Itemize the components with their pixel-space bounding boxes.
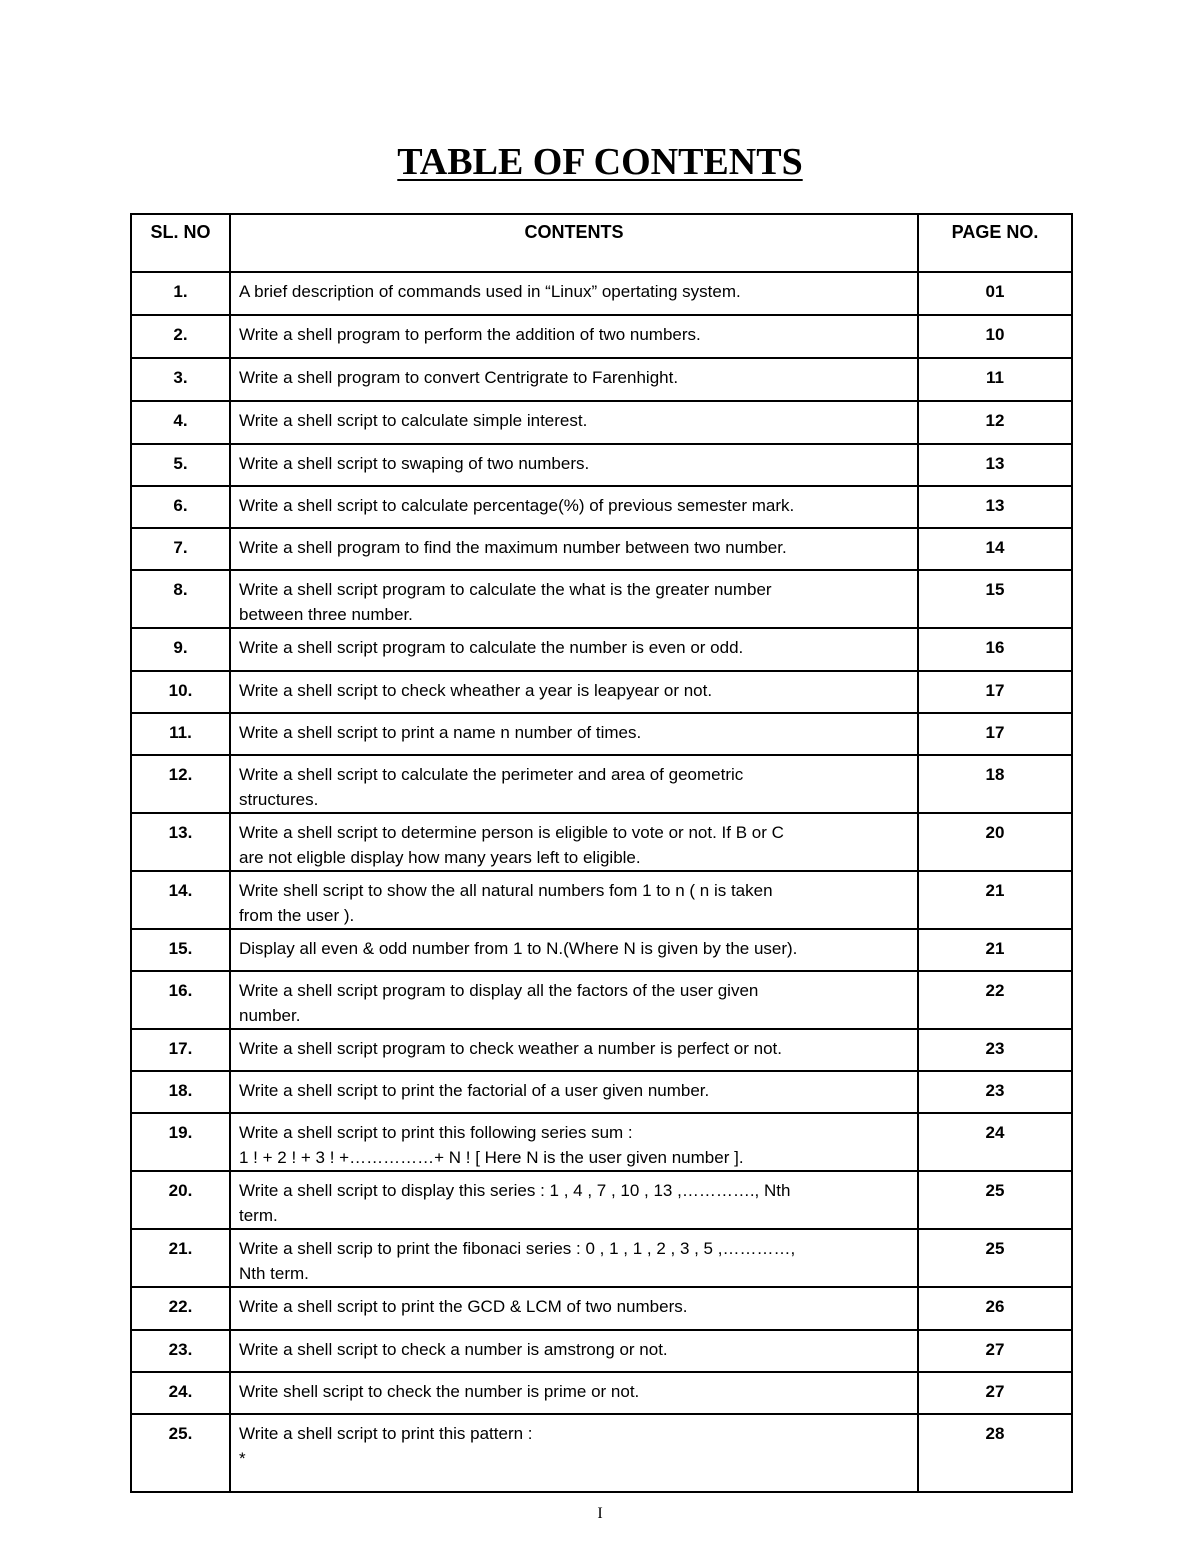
page-number-cell: 12 — [918, 401, 1072, 444]
serial-number: 25. — [131, 1414, 230, 1492]
page-number-cell: 18 — [918, 755, 1072, 813]
serial-number: 4. — [131, 401, 230, 444]
content-line: Write a shell script to print the GCD & LCM of two numbers. — [239, 1297, 688, 1316]
serial-number: 21. — [131, 1229, 230, 1287]
content-line: Write a shell scrip to print the fibonaci series : 0 , 1 , 1 , 2 , 3 , 5 ,…………, — [239, 1239, 796, 1258]
page-number-cell: 01 — [918, 272, 1072, 315]
page-number-cell: 14 — [918, 528, 1072, 570]
table-row — [131, 1372, 1072, 1414]
content-cell — [230, 755, 918, 813]
content-line: Write a shell program to find the maximum number between two number. — [239, 538, 787, 557]
content-line: between three number. — [239, 605, 413, 624]
serial-number: 6. — [131, 486, 230, 528]
table-row — [131, 401, 1072, 444]
content-line: Write a shell script to determine person is eligible to vote or not. If B or C — [239, 823, 784, 842]
serial-number: 1. — [131, 272, 230, 315]
serial-number: 3. — [131, 358, 230, 401]
content-line: Write a shell script to swaping of two numbers. — [239, 454, 590, 473]
page-number-cell: 27 — [918, 1372, 1072, 1414]
table-row — [131, 1414, 1072, 1492]
content-cell — [230, 1113, 918, 1171]
content-cell — [230, 813, 918, 871]
content-cell — [230, 1171, 918, 1229]
page-number-cell: 20 — [918, 813, 1072, 871]
content-cell — [230, 272, 918, 315]
table-row — [131, 871, 1072, 929]
content-line: Write a shell script program to check weather a number is perfect or not. — [239, 1039, 782, 1058]
serial-number: 8. — [131, 570, 230, 628]
content-line: Write shell script to show the all natural numbers fom 1 to n ( n is taken — [239, 881, 773, 900]
content-cell — [230, 971, 918, 1029]
serial-number: 17. — [131, 1029, 230, 1071]
table-header-row — [131, 214, 1072, 272]
page-number: I — [597, 1505, 603, 1522]
serial-number: 24. — [131, 1372, 230, 1414]
serial-number: 16. — [131, 971, 230, 1029]
table-row — [131, 1287, 1072, 1330]
page-number-cell: 15 — [918, 570, 1072, 628]
serial-number: 9. — [131, 628, 230, 671]
content-line: Write a shell script to calculate percentage(%) of previous semester mark. — [239, 496, 795, 515]
page-number-cell: 28 — [918, 1414, 1072, 1492]
content-line: Write a shell script to print a name n number of times. — [239, 723, 642, 742]
table-row — [131, 671, 1072, 713]
contents-table — [130, 213, 1073, 1493]
content-cell — [230, 1330, 918, 1372]
serial-number: 18. — [131, 1071, 230, 1113]
content-line: 1 ! + 2 ! + 3 ! +……………+ N ! [ Here N is the user given number ]. — [239, 1148, 744, 1167]
content-cell — [230, 570, 918, 628]
content-line: Write a shell script to display this series : 1 , 4 , 7 , 10 , 13 ,…………., Nth — [239, 1181, 791, 1200]
page-number-cell: 17 — [918, 671, 1072, 713]
table-row — [131, 971, 1072, 1029]
content-line: Write a shell program to convert Centrigrate to Farenhight. — [239, 368, 679, 387]
content-cell — [230, 444, 918, 486]
serial-number: 15. — [131, 929, 230, 971]
content-line: A brief description of commands used in “Linux” opertating system. — [239, 282, 741, 301]
content-cell — [230, 315, 918, 358]
content-cell — [230, 929, 918, 971]
document-title: TABLE OF CONTENTS — [397, 141, 803, 183]
serial-number: 14. — [131, 871, 230, 929]
page-number-cell: 11 — [918, 358, 1072, 401]
page-number-cell: 21 — [918, 871, 1072, 929]
table-row — [131, 813, 1072, 871]
content-cell — [230, 871, 918, 929]
table-row — [131, 1229, 1072, 1287]
content-cell — [230, 486, 918, 528]
page-number-cell: 24 — [918, 1113, 1072, 1171]
table-row — [131, 358, 1072, 401]
page-number-cell: 25 — [918, 1171, 1072, 1229]
table-row — [131, 1071, 1072, 1113]
serial-number: 12. — [131, 755, 230, 813]
content-line: are not eligble display how many years left to eligible. — [239, 848, 641, 867]
page-number-cell: 25 — [918, 1229, 1072, 1287]
page-number-cell: 22 — [918, 971, 1072, 1029]
content-line: Write a shell script program to calculate the number is even or odd. — [239, 638, 744, 657]
serial-number: 20. — [131, 1171, 230, 1229]
content-line: Write a shell script program to calculate the what is the greater number — [239, 580, 772, 599]
serial-number: 7. — [131, 528, 230, 570]
content-line: Write a shell script to print the factorial of a user given number. — [239, 1081, 710, 1100]
serial-number: 23. — [131, 1330, 230, 1372]
content-cell — [230, 1229, 918, 1287]
table-row — [131, 713, 1072, 755]
page-number-cell: 10 — [918, 315, 1072, 358]
content-cell — [230, 671, 918, 713]
content-line: Write a shell program to perform the addition of two numbers. — [239, 325, 701, 344]
serial-number: 11. — [131, 713, 230, 755]
page-number-cell: 13 — [918, 486, 1072, 528]
table-row — [131, 570, 1072, 628]
serial-number: 19. — [131, 1113, 230, 1171]
content-line: Write a shell script to calculate the perimeter and area of geometric — [239, 765, 744, 784]
content-cell — [230, 628, 918, 671]
content-cell — [230, 1029, 918, 1071]
content-line: from the user ). — [239, 906, 355, 925]
page-number-cell: 17 — [918, 713, 1072, 755]
content-line: structures. — [239, 790, 319, 809]
content-line: number. — [239, 1006, 301, 1025]
page-number-cell: 23 — [918, 1071, 1072, 1113]
content-cell — [230, 1071, 918, 1113]
content-line: Write a shell script to calculate simple interest. — [239, 411, 588, 430]
page-number-cell: 26 — [918, 1287, 1072, 1330]
table-row — [131, 528, 1072, 570]
table-row — [131, 929, 1072, 971]
content-cell — [230, 358, 918, 401]
table-row — [131, 1171, 1072, 1229]
page-number-cell: 23 — [918, 1029, 1072, 1071]
serial-number: 2. — [131, 315, 230, 358]
content-line: Write shell script to check the number is prime or not. — [239, 1382, 640, 1401]
header-contents: CONTENTS — [230, 214, 918, 272]
table-row — [131, 1113, 1072, 1171]
header-page-no: PAGE NO. — [918, 214, 1072, 272]
table-row — [131, 486, 1072, 528]
page-number-cell: 27 — [918, 1330, 1072, 1372]
content-line: Write a shell script program to display all the factors of the user given — [239, 981, 759, 1000]
content-cell — [230, 1414, 918, 1492]
page-number-cell: 13 — [918, 444, 1072, 486]
table-row — [131, 628, 1072, 671]
table-row — [131, 444, 1072, 486]
content-line: Write a shell script to check wheather a year is leapyear or not. — [239, 681, 713, 700]
page-number-cell: 16 — [918, 628, 1072, 671]
content-cell — [230, 1372, 918, 1414]
content-cell — [230, 528, 918, 570]
content-line: Nth term. — [239, 1264, 309, 1283]
content-cell — [230, 401, 918, 444]
header-sl-no: SL. NO — [131, 214, 230, 272]
content-line: Write a shell script to print this following series sum : — [239, 1123, 633, 1142]
page-number-cell: 21 — [918, 929, 1072, 971]
table-row — [131, 1330, 1072, 1372]
serial-number: 22. — [131, 1287, 230, 1330]
content-line: Write a shell script to check a number is amstrong or not. — [239, 1340, 668, 1359]
content-line: Display all even & odd number from 1 to N.(Where N is given by the user). — [239, 939, 798, 958]
content-line: * — [239, 1449, 246, 1468]
serial-number: 13. — [131, 813, 230, 871]
table-row — [131, 1029, 1072, 1071]
table-body — [131, 272, 1072, 1492]
table-row — [131, 755, 1072, 813]
serial-number: 10. — [131, 671, 230, 713]
content-cell — [230, 1287, 918, 1330]
serial-number: 5. — [131, 444, 230, 486]
content-cell — [230, 713, 918, 755]
table-row — [131, 315, 1072, 358]
content-line: Write a shell script to print this pattern : — [239, 1424, 533, 1443]
content-line: term. — [239, 1206, 278, 1225]
table-row — [131, 272, 1072, 315]
